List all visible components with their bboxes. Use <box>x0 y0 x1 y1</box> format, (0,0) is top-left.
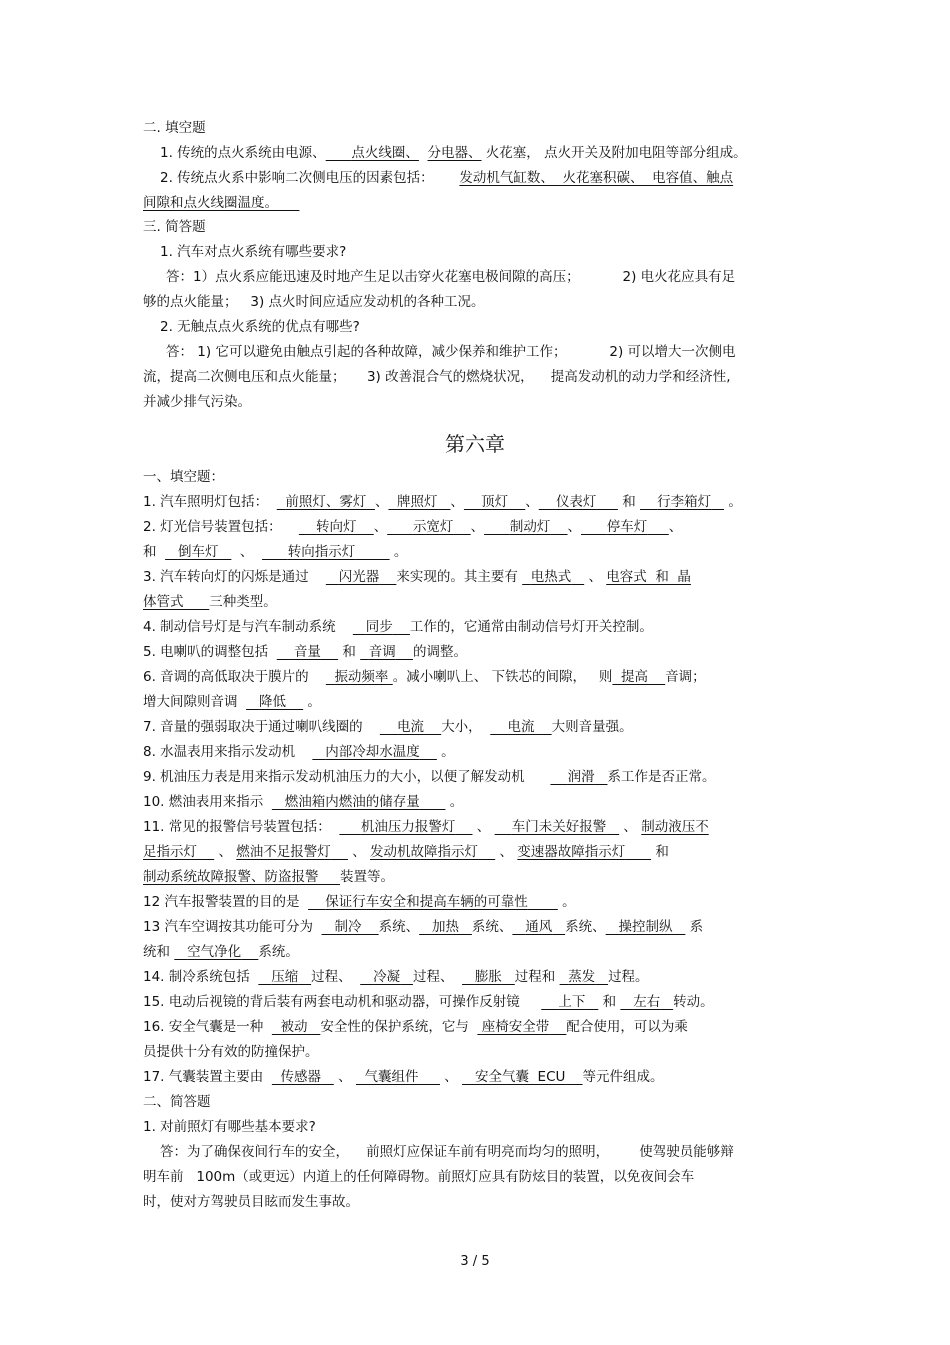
question-line: 8. 水温表用来指示发动机 内部冷却水温度 。 <box>143 744 455 760</box>
section-heading: 二. 填空题 <box>143 120 206 136</box>
answer-line: 答： 1) 它可以避免由触点引起的各种故障，减少保养和维护工作； 2) 可以增大一次侧电 <box>166 344 736 360</box>
question-line: 1. 传统的点火系统由电源、 点火线圈、 分电器、 火花塞， 点火开关及附加电阻等部分组成。 <box>160 145 747 161</box>
answer-line: 够的点火能量； 3) 点火时间应适应发动机的各种工况。 <box>143 294 485 310</box>
question-line: 13 汽车空调按其功能可分为 制冷 系统、 加热 系统、 通风 系统、 操控制纵 系 <box>143 919 704 935</box>
question-line: 足指示灯 、 燃油不足报警灯 、 发动机故障指示灯 、 变速器故障指示灯 和 <box>143 844 669 860</box>
question-line: 7. 音量的强弱取决于通过喇叭线圈的 电流 大小， 电流 大则音量强。 <box>143 719 633 735</box>
question-line: 和 倒车灯 、 转向指示灯 。 <box>143 544 408 560</box>
question-line: 9. 机油压力表是用来指示发动机油压力的大小，以便了解发动机 润滑 系工作是否正常。 <box>143 769 716 785</box>
question-line: 4. 制动信号灯是与汽车制动系统 同步 工作的，它通常由制动信号灯开关控制。 <box>143 619 653 635</box>
answer-line: 流，提高二次侧电压和点火能量； 3) 改善混合气的燃烧状况， 提高发动机的动力学和经济性, <box>143 369 731 385</box>
page-number: 3 / 5 <box>460 1254 490 1269</box>
answer-line: 时，使对方驾驶员目眩而发生事故。 <box>143 1194 359 1210</box>
answer-line: 明车前 100m（或更远）内道上的任何障碍物。前照灯应具有防炫目的装置，以免夜间会车 <box>143 1169 695 1185</box>
question-line: 员提供十分有效的防撞保护。 <box>143 1044 319 1060</box>
question-line: 16. 安全气囊是一种 被动 安全性的保护系统，它与 座椅安全带 配合使用，可以为乘 <box>143 1019 688 1035</box>
question-line: 2. 传统点火系中影响二次侧电压的因素包括： 发动机气缸数、 火花塞积碳、 电容值、触点 <box>160 170 734 186</box>
question-line: 14. 制冷系统包括 压缩 过程、 冷凝 过程、 膨胀 过程和 蒸发 过程。 <box>143 969 649 985</box>
section-heading: 二、简答题 <box>143 1094 211 1110</box>
question-line: 增大间隙则音调 降低 。 <box>143 694 321 710</box>
question-line: 12 汽车报警装置的目的是 保证行车安全和提高车辆的可靠性 。 <box>143 894 576 910</box>
question-line: 1. 汽车照明灯包括： 前照灯、雾灯 、 牌照灯 、 顶灯 、 仪表灯 和 行李箱灯 。 <box>143 494 742 510</box>
answer-line: 并减少排气污染。 <box>143 394 251 410</box>
answer-line: 答：为了确保夜间行车的安全， 前照灯应保证车前有明亮而均匀的照明， 使驾驶员能够辩 <box>160 1144 734 1160</box>
question-line: 2. 无触点点火系统的优点有哪些? <box>160 319 360 335</box>
answer-line: 答：1）点火系应能迅速及时地产生足以击穿火花塞电极间隙的高压； 2) 电火花应具有足 <box>166 269 736 285</box>
answer-line: 间隙和点火线圈温度。 <box>143 195 278 211</box>
question-line: 2. 灯光信号装置包括： 转向灯 、 示宽灯 、 制动灯 、 停车灯 、 <box>143 519 683 535</box>
section-heading: 三. 简答题 <box>143 219 206 235</box>
question-line: 1. 对前照灯有哪些基本要求? <box>143 1119 316 1135</box>
question-line: 1. 汽车对点火系统有哪些要求? <box>160 244 347 260</box>
question-line: 3. 汽车转向灯的闪烁是通过 闪光器 来实现的。其主要有 电热式 、 电容式 和 晶 <box>143 569 691 585</box>
chapter-title: 第六章 <box>445 432 505 456</box>
question-line: 11. 常见的报警信号装置包括： 机油压力报警灯 、 车门未关好报警 、 制动液压不 <box>143 819 709 835</box>
question-line: 体管式 三种类型。 <box>143 594 277 610</box>
question-line: 17. 气囊装置主要由 传感器 、 气囊组件 、 安全气囊 ECU 等元件组成。 <box>143 1069 664 1085</box>
question-line: 统和 空气净化 系统。 <box>143 944 299 960</box>
question-line: 15. 电动后视镜的背后装有两套电动机和驱动器，可操作反射镜 上下 和 左右 转动。 <box>143 994 714 1010</box>
section-heading: 一、填空题： <box>143 469 224 485</box>
question-line: 制动系统故障报警、防盗报警 装置等。 <box>143 869 394 885</box>
question-line: 5. 电喇叭的调整包括 音量 和 音调 的调整。 <box>143 644 467 660</box>
question-line: 10. 燃油表用来指示 燃油箱内燃油的储存量 。 <box>143 794 464 810</box>
question-line: 6. 音调的高低取决于膜片的 振动频率 。减小喇叭上、 下铁芯的间隙， 则 提高 音调； <box>143 669 706 685</box>
